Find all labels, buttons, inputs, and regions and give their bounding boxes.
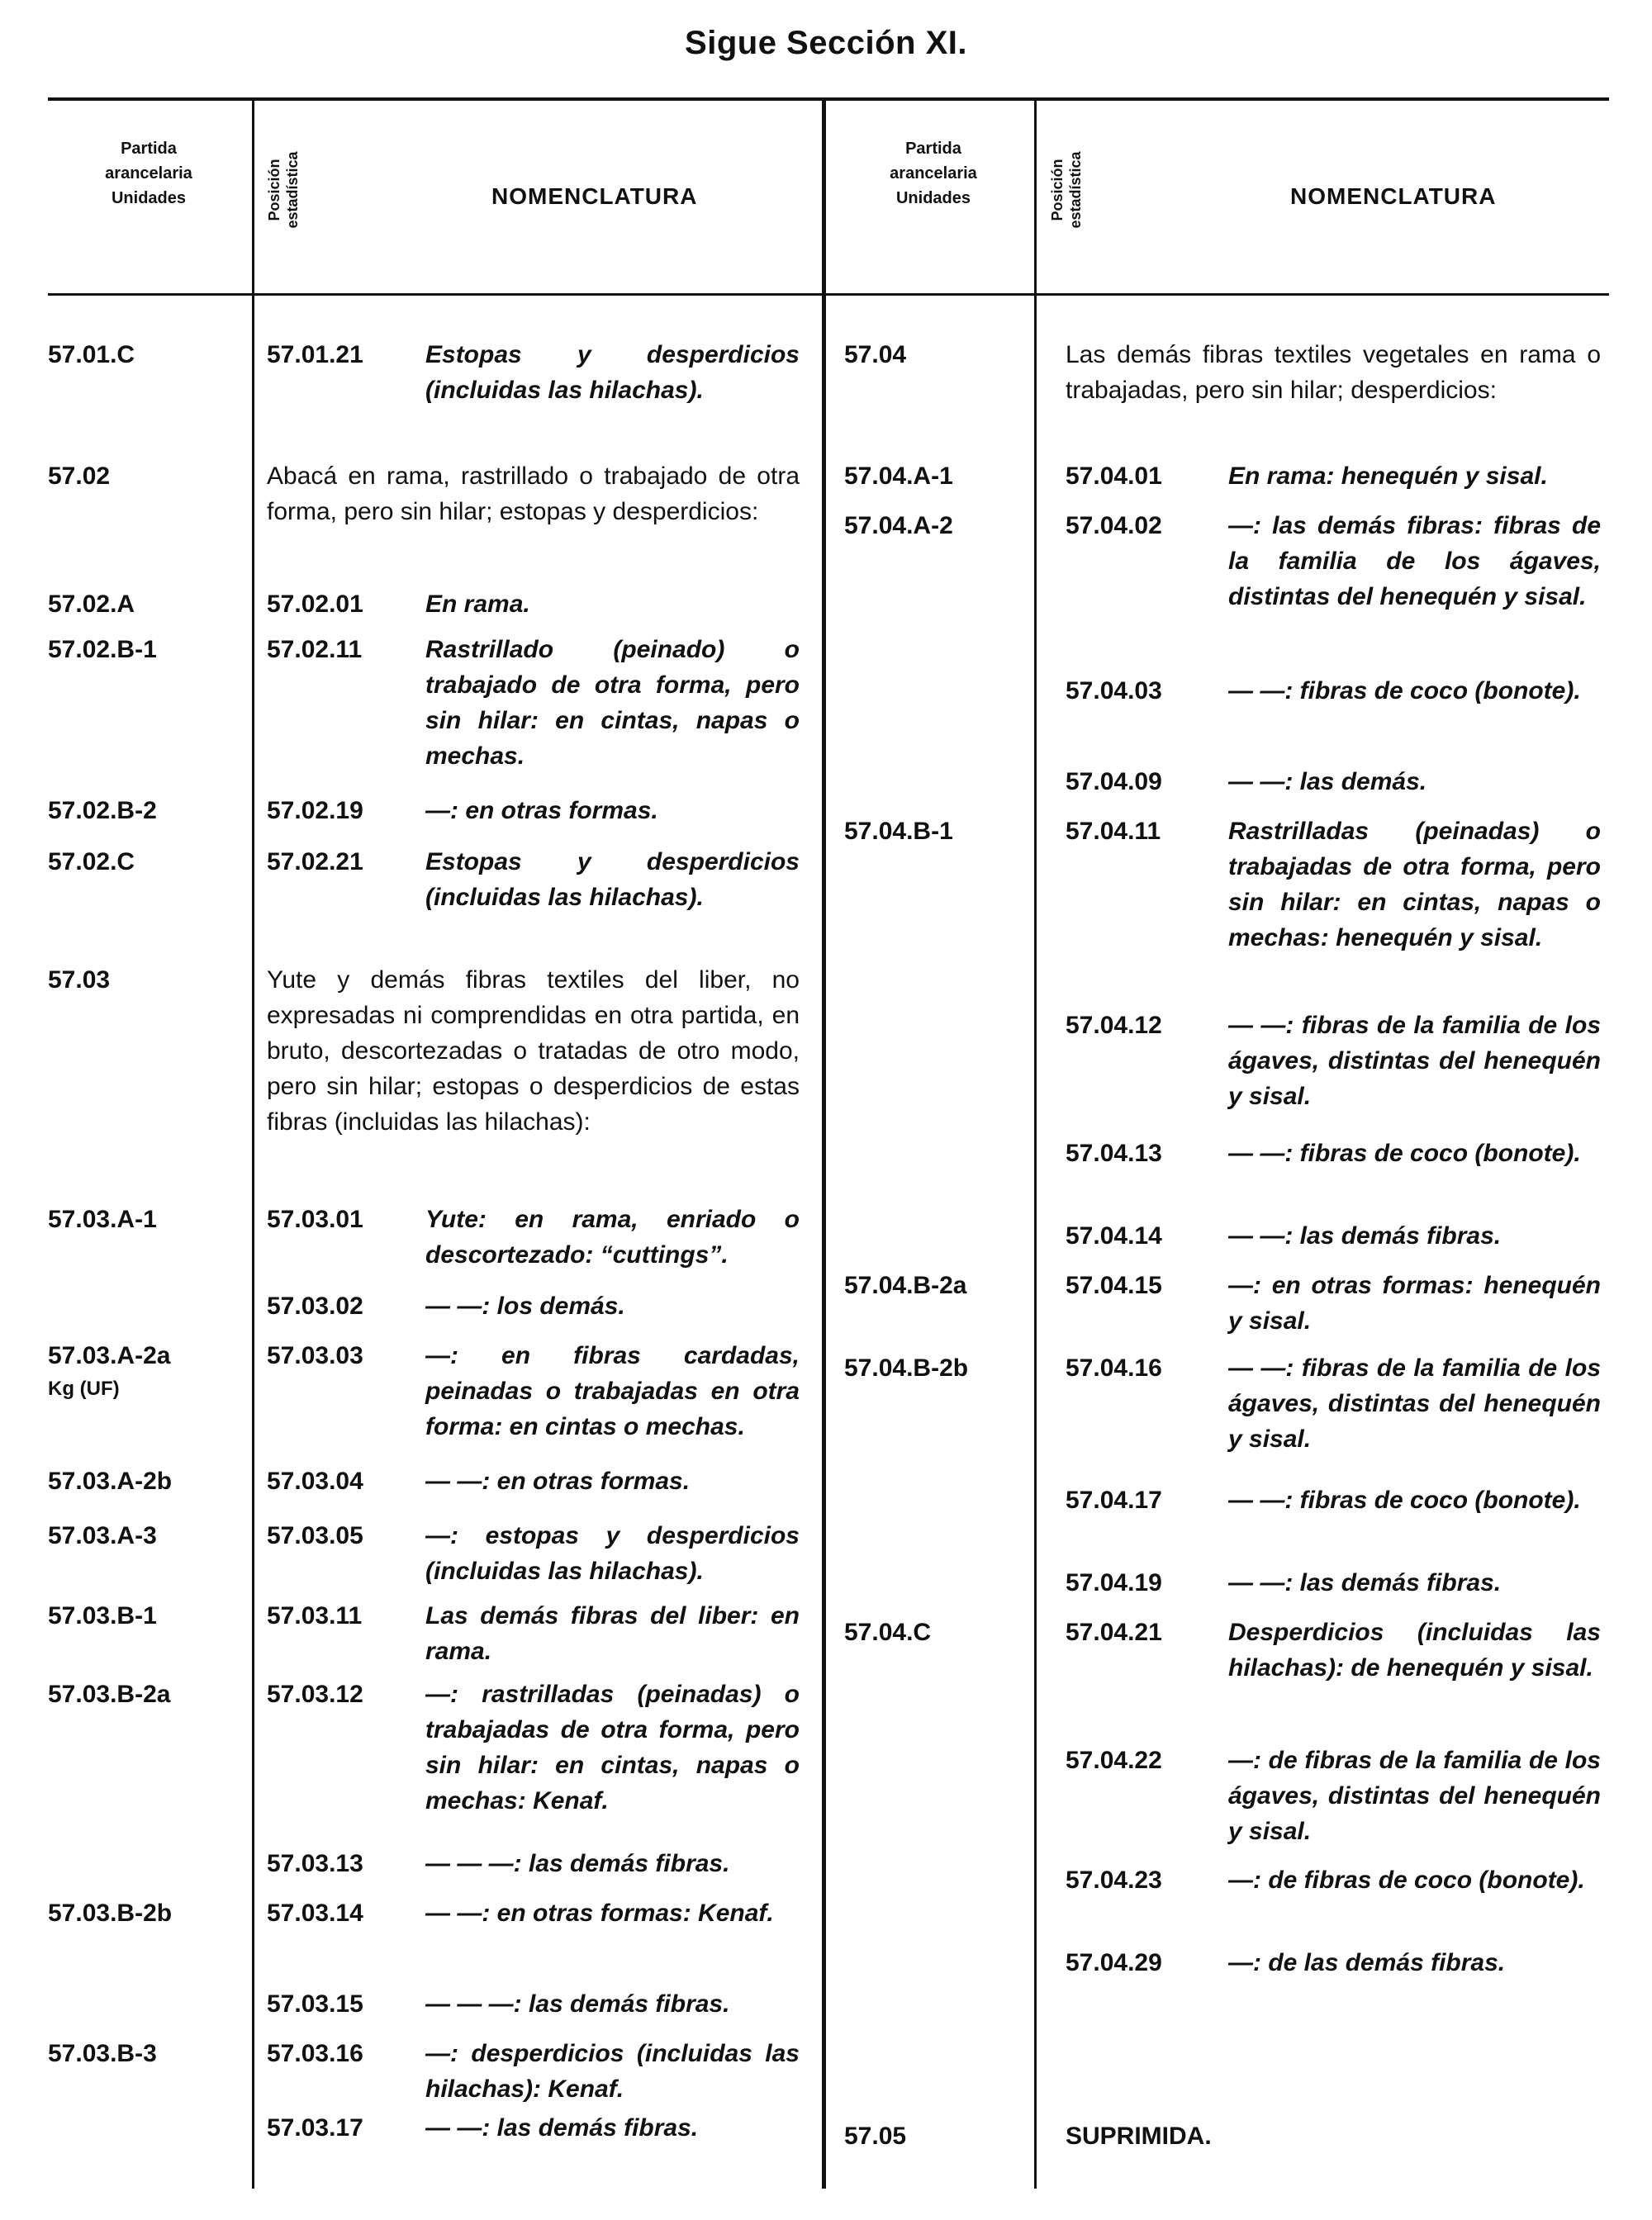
column-divider-center xyxy=(822,99,826,2189)
posicion-code: 57.04.14 xyxy=(1066,1222,1162,1250)
posicion-code: 57.03.16 xyxy=(267,2040,363,2067)
posicion-code: 57.02.19 xyxy=(267,797,363,824)
posicion-code: 57.03.04 xyxy=(267,1468,363,1495)
item-description: —: en otras formas: henequén y sisal. xyxy=(1228,1272,1601,1335)
posicion-code: 57.02.11 xyxy=(267,636,363,663)
header-posicion-left xyxy=(265,128,315,252)
heading-description: Yute y demás fibras textiles del liber, no expresadas ni comprendidas en otra partida, en bruto, descortezadas o tratadas de otro modo, pero sin hilar; estopas o desperdicios de estas fibras (incluidas las hilachas): xyxy=(267,966,800,1136)
item-description: — — —: las demás fibras. xyxy=(425,1990,730,2018)
item-description: — —: en otras formas: Kenaf. xyxy=(425,1900,774,1927)
posicion-code: 57.03.17 xyxy=(267,2114,363,2142)
posicion-code: 57.04.16 xyxy=(1066,1354,1162,1382)
posicion-code: 57.02.21 xyxy=(267,848,363,875)
posicion-code: 57.03.12 xyxy=(267,1681,363,1708)
posicion-code: 57.04.29 xyxy=(1066,1949,1162,1976)
posicion-code: 57.04.21 xyxy=(1066,1619,1162,1646)
header-partida-line: Partida xyxy=(121,140,177,158)
item-description: — —: fibras de la familia de los ágaves, distintas del henequén y sisal. xyxy=(1228,1012,1601,1110)
item-description: En rama: henequén y sisal. xyxy=(1228,462,1548,490)
posicion-code: 57.03.15 xyxy=(267,1990,363,2018)
item-description: —: rastrilladas (peinadas) o trabajadas de otra forma, pero sin hilar: en cintas, napas o mechas: Kenaf. xyxy=(425,1681,800,1814)
item-description: — —: los demás. xyxy=(425,1293,625,1320)
item-description: Estopas y desperdicios (incluidas las hilachas). xyxy=(425,341,800,404)
header-partida-line: arancelaria xyxy=(105,164,192,183)
partida-code: 57.04.A-1 xyxy=(844,462,953,490)
header-partida-right xyxy=(834,136,1032,211)
partida-code: 57.05 xyxy=(844,2123,907,2150)
item-description: — —: fibras de coco (bonote). xyxy=(1228,1140,1581,1167)
posicion-code: 57.04.11 xyxy=(1066,818,1161,845)
header-nomenclatura-right: NOMENCLATURA xyxy=(1290,183,1497,209)
partida-code: 57.04 xyxy=(844,341,907,368)
header-nomenclatura-left: NOMENCLATURA xyxy=(491,183,698,209)
item-description: — —: las demás fibras. xyxy=(1228,1569,1502,1596)
partida-code: 57.04.B-2a xyxy=(844,1272,967,1299)
header-posicion-right xyxy=(1048,128,1098,252)
heading-description: SUPRIMIDA. xyxy=(1066,2123,1212,2150)
posicion-code: 57.04.15 xyxy=(1066,1272,1162,1299)
partida-code: 57.03.A-2a xyxy=(48,1342,171,1369)
partida-code: 57.03.B-1 xyxy=(48,1602,157,1629)
column-divider-left-pos xyxy=(252,99,254,2189)
posicion-code: 57.04.01 xyxy=(1066,462,1162,490)
item-description: —: las demás fibras: fibras de la familia de los ágaves, distintas del henequén y sisal. xyxy=(1228,512,1601,610)
posicion-code: 57.04.19 xyxy=(1066,1569,1162,1596)
header-bottom-rule xyxy=(48,293,1609,296)
partida-code: 57.01.C xyxy=(48,341,135,368)
posicion-code: 57.01.21 xyxy=(267,341,363,368)
item-description: Las demás fibras del liber: en rama. xyxy=(425,1602,800,1665)
posicion-code: 57.04.13 xyxy=(1066,1140,1162,1167)
item-description: — —: las demás fibras. xyxy=(425,2114,699,2142)
partida-code: 57.02.A xyxy=(48,591,135,618)
posicion-code: 57.03.05 xyxy=(267,1522,363,1549)
item-description: Estopas y desperdicios (incluidas las hilachas). xyxy=(425,848,800,911)
item-description: — — —: las demás fibras. xyxy=(425,1850,730,1877)
header-partida-left xyxy=(50,136,248,211)
item-description: Desperdicios (incluidas las hilachas): de henequén y sisal. xyxy=(1228,1619,1601,1682)
item-description: —: en fibras cardadas, peinadas o trabajadas en otra forma: en cintas o mechas. xyxy=(425,1342,800,1440)
partida-code: 57.04.B-2b xyxy=(844,1354,969,1382)
partida-code: 57.04.B-1 xyxy=(844,818,953,845)
item-description: Rastrilladas (peinadas) o trabajadas de otra forma, pero sin hilar: en cintas, napas o mechas: henequén y sisal. xyxy=(1228,818,1601,951)
item-description: — —: fibras de coco (bonote). xyxy=(1228,677,1581,704)
item-description: — —: fibras de coco (bonote). xyxy=(1228,1487,1581,1514)
posicion-code: 57.04.03 xyxy=(1066,677,1162,704)
posicion-code: 57.04.12 xyxy=(1066,1012,1162,1039)
partida-code: 57.03 xyxy=(48,966,111,994)
partida-code: 57.02 xyxy=(48,462,111,490)
posicion-code: 57.03.11 xyxy=(267,1602,363,1629)
partida-code: 57.02.C xyxy=(48,848,135,875)
partida-code: 57.02.B-2 xyxy=(48,797,157,824)
item-description: Yute: en rama, enriado o descortezado: “cuttings”. xyxy=(425,1206,800,1269)
heading-description: Abacá en rama, rastrillado o trabajado de otra forma, pero sin hilar; estopas y desperdicios: xyxy=(267,462,800,525)
column-divider-right-pos xyxy=(1034,99,1037,2189)
partida-code: 57.04.A-2 xyxy=(844,512,953,539)
item-description: —: de fibras de coco (bonote). xyxy=(1228,1867,1585,1894)
item-description: — —: las demás fibras. xyxy=(1228,1222,1502,1250)
header-partida-line: arancelaria xyxy=(890,164,977,183)
posicion-code: 57.04.22 xyxy=(1066,1747,1162,1774)
posicion-code: 57.02.01 xyxy=(267,591,363,618)
item-description: Rastrillado (peinado) o trabajado de otra forma, pero sin hilar: en cintas, napas o mechas. xyxy=(425,636,800,770)
posicion-code: 57.04.09 xyxy=(1066,768,1162,795)
partida-code: 57.03.B-3 xyxy=(48,2040,157,2067)
partida-code: 57.03.A-2b xyxy=(48,1468,173,1495)
item-description: — —: en otras formas. xyxy=(425,1468,691,1495)
item-description: —: estopas y desperdicios (incluidas las hilachas). xyxy=(425,1522,800,1585)
item-description: —: de fibras de la familia de los ágaves, distintas del henequén y sisal. xyxy=(1228,1747,1601,1845)
posicion-code: 57.03.01 xyxy=(267,1206,363,1233)
page-title: Sigue Sección XI. xyxy=(685,25,967,61)
posicion-code: 57.03.03 xyxy=(267,1342,363,1369)
header-partida-line: Partida xyxy=(905,140,961,158)
header-posicion-line: estadística xyxy=(284,151,301,229)
posicion-code: 57.03.14 xyxy=(267,1900,363,1927)
table-top-rule xyxy=(48,97,1609,101)
posicion-code: 57.03.02 xyxy=(267,1293,363,1320)
item-description: —: en otras formas. xyxy=(425,797,658,824)
header-posicion-line: Posición xyxy=(1049,159,1066,221)
partida-code: 57.03.A-1 xyxy=(48,1206,157,1233)
header-partida-line: Unidades xyxy=(895,189,971,207)
partida-code: 57.02.B-1 xyxy=(48,636,157,663)
posicion-code: 57.04.23 xyxy=(1066,1867,1162,1894)
header-posicion-line: estadística xyxy=(1067,151,1084,229)
item-description: —: desperdicios (incluidas las hilachas): Kenaf. xyxy=(425,2040,800,2103)
posicion-code: 57.04.02 xyxy=(1066,512,1162,539)
header-posicion-line: Posición xyxy=(266,159,282,221)
partida-code: 57.03.B-2a xyxy=(48,1681,171,1708)
item-description: —: de las demás fibras. xyxy=(1228,1949,1506,1976)
item-description: — —: las demás. xyxy=(1228,768,1427,795)
item-description: — —: fibras de la familia de los ágaves, distintas del henequén y sisal. xyxy=(1228,1354,1601,1453)
partida-code: 57.04.C xyxy=(844,1619,932,1646)
posicion-code: 57.03.13 xyxy=(267,1850,363,1877)
item-description: En rama. xyxy=(425,591,530,618)
posicion-code: 57.04.17 xyxy=(1066,1487,1162,1514)
heading-description: Las demás fibras textiles vegetales en rama o trabajadas, pero sin hilar; desperdicios: xyxy=(1066,341,1601,404)
partida-unit: Kg (UF) xyxy=(48,1378,120,1400)
partida-code: 57.03.A-3 xyxy=(48,1522,157,1549)
header-partida-line: Unidades xyxy=(111,189,187,207)
partida-code: 57.03.B-2b xyxy=(48,1900,173,1927)
